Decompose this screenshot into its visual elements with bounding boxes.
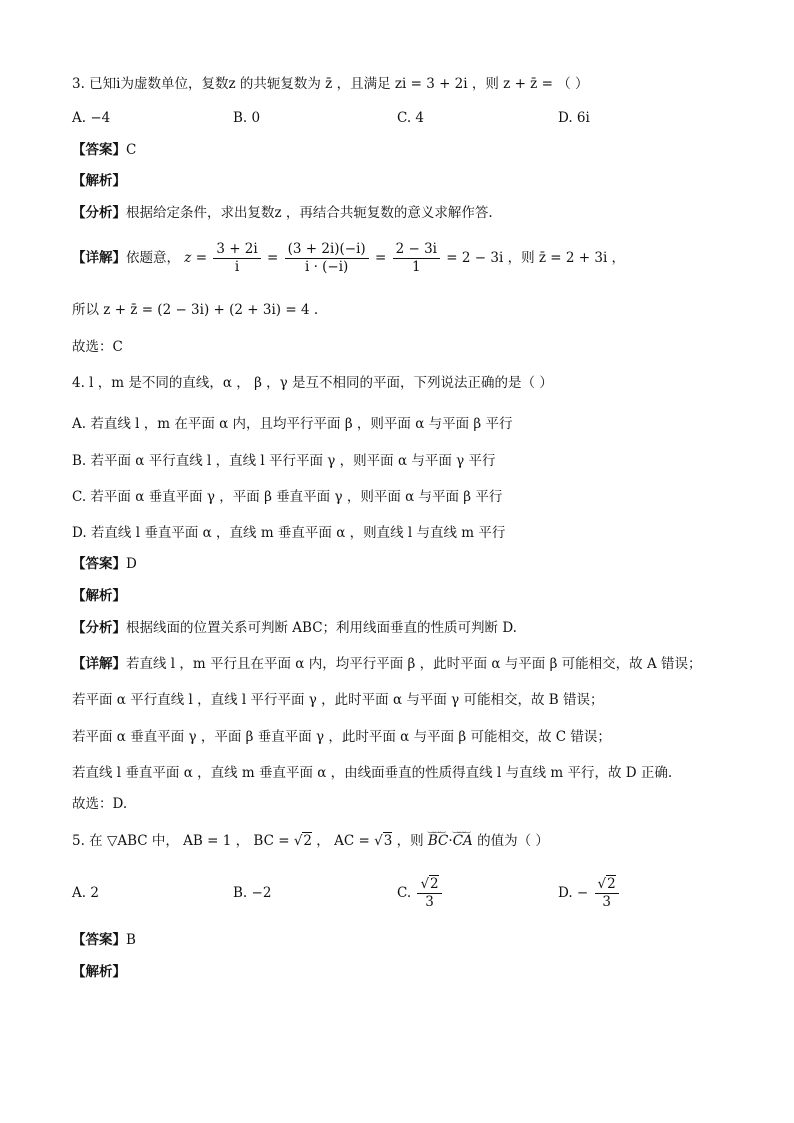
q3-xiangjie [72, 240, 625, 276]
q3-answer [72, 140, 136, 160]
fraction-den: 3 [425, 894, 434, 910]
fraction-den: 3 [602, 894, 611, 910]
sqrt-num: 2 [607, 876, 616, 892]
fraction-3-num: 2 − 3i [393, 241, 440, 259]
answer-label: 【答案】 [72, 556, 126, 572]
q5-stem-suffix: 的值为（ ） [472, 833, 549, 849]
q5-stem-prefix: 5. 在 ▽ABC 中， AB = 1 ， BC = [72, 833, 294, 849]
q5-stem [72, 831, 549, 851]
q3-option-a: A. −4 [72, 110, 111, 126]
fraction-1 [213, 241, 260, 276]
sqrt-symbol: √ [293, 833, 303, 849]
vector-ca: ‿‿‿ CA [453, 831, 473, 851]
q5-option-a: A. 2 [72, 885, 99, 901]
fraction-2-num: (3 + 2i)(−i) [285, 241, 369, 259]
answer-value: D [126, 556, 137, 572]
q5-stem-mid: ， AC = [312, 833, 375, 849]
q4-jiexi-label: 【解析】 [72, 588, 126, 604]
eq-tail: = 2 − 3i ，则 z̄ = 2 + 3i ， [446, 250, 626, 266]
fraction-num: √2 [595, 876, 619, 894]
q5-option-d-fraction [595, 876, 619, 911]
q4-answer [72, 554, 137, 574]
sqrt-num: 2 [430, 876, 439, 892]
fenxi-text: 根据线面的位置关系可判断 ABC；利用线面垂直的性质可判断 D. [126, 620, 517, 636]
q4-option-a: A. 若直线 l ，m 在平面 α 内，且均平行平面 β ，则平面 α 与平面 β 平行 [72, 416, 513, 432]
answer-label: 【答案】 [72, 932, 126, 948]
q5-option-b: B. −2 [233, 885, 272, 901]
q4-option-c: C. 若平面 α 垂直平面 γ ，平面 β 垂直平面 γ ，则平面 α 与平面 β 平行 [72, 489, 503, 505]
fraction-2 [285, 241, 369, 276]
sqrt-symbol: √ [374, 833, 383, 849]
dot-operator: · [448, 833, 453, 849]
q5-option-c-label: C. [397, 885, 412, 901]
q3-jiexi-label: 【解析】 [72, 173, 126, 189]
vector-bc: ‿‿‿ BC [428, 831, 449, 851]
fraction-1-den: i [234, 259, 240, 275]
q5-option-c [397, 873, 444, 913]
q3-fenxi [72, 203, 493, 223]
q3-option-d: D. 6i [558, 110, 590, 126]
q4-detail-line-2: 若平面 α 垂直平面 γ ，平面 β 垂直平面 γ ，此时平面 α 与平面 β 可能相交，故 C 错误； [72, 729, 611, 745]
q3-option-b: B. 0 [233, 110, 261, 126]
q4-stem: 4. l ，m 是不同的直线，α ， β ，γ 是互不相同的平面，下列说法正确的是（ ） [72, 375, 553, 391]
xiangjie-text: 若直线 l ，m 平行且在平面 α 内，均平行平面 β ，此时平面 α 与平面 β 可能相交，故 A 错误； [126, 656, 702, 672]
answer-label: 【答案】 [72, 142, 126, 158]
fraction-3-den: 1 [412, 259, 421, 275]
fraction-1-num: 3 + 2i [213, 241, 260, 259]
sqrt-2: 2 [303, 833, 313, 849]
q5-option-d-label: D. − [558, 885, 589, 901]
q5-option-c-fraction [417, 876, 441, 911]
q3-guxuan: 故选：C [72, 339, 123, 355]
q4-detail-line-1: 若平面 α 平行直线 l ，直线 l 平行平面 γ ，此时平面 α 与平面 γ 可能相交，故 B 错误； [72, 692, 604, 708]
xiangjie-prefix: 依题意， [126, 250, 180, 266]
q5-option-d [558, 873, 621, 913]
q5-stem-mid2: ，则 [392, 833, 428, 849]
q3-stem: 3. 已知i为虚数单位，复数z 的共轭复数为 z̄ ，且满足 zi = 3 + 2i ，则 z + z̄ = （ ） [72, 76, 589, 92]
fraction-3 [393, 241, 440, 276]
fraction-2-den: i · (−i) [304, 259, 349, 275]
q5-jiexi-label: 【解析】 [72, 964, 126, 980]
equals: = [267, 250, 279, 266]
fraction-num: √2 [417, 876, 441, 894]
xiangjie-label: 【详解】 [72, 250, 126, 266]
q4-option-d: D. 若直线 l 垂直平面 α ，直线 m 垂直平面 α ，则直线 l 与直线 m 平行 [72, 525, 506, 541]
answer-value: C [126, 142, 137, 158]
fenxi-label: 【分析】 [72, 205, 126, 221]
q4-option-b: B. 若平面 α 平行直线 l ，直线 l 平行平面 γ ，则平面 α 与平面 γ 平行 [72, 453, 496, 469]
q4-xiangjie [72, 654, 702, 674]
q4-fenxi [72, 618, 517, 638]
q5-answer [72, 930, 136, 950]
sqrt-3: 3 [383, 833, 393, 849]
eq-z: z = [184, 250, 208, 266]
q3-option-c: C. 4 [397, 110, 425, 126]
q4-guxuan: 故选：D. [72, 796, 128, 812]
equals: = [375, 250, 387, 266]
fenxi-text: 根据给定条件，求出复数z ，再结合共轭复数的意义求解作答. [126, 205, 493, 221]
q4-detail-line-3: 若直线 l 垂直平面 α ，直线 m 垂直平面 α ，由线面垂直的性质得直线 l 与直线 m 平行，故 D 正确. [72, 765, 673, 781]
fenxi-label: 【分析】 [72, 620, 126, 636]
q3-line2: 所以 z + z̄ = (2 − 3i) + (2 + 3i) = 4 . [72, 302, 319, 318]
xiangjie-label: 【详解】 [72, 656, 126, 672]
answer-value: B [126, 932, 136, 948]
